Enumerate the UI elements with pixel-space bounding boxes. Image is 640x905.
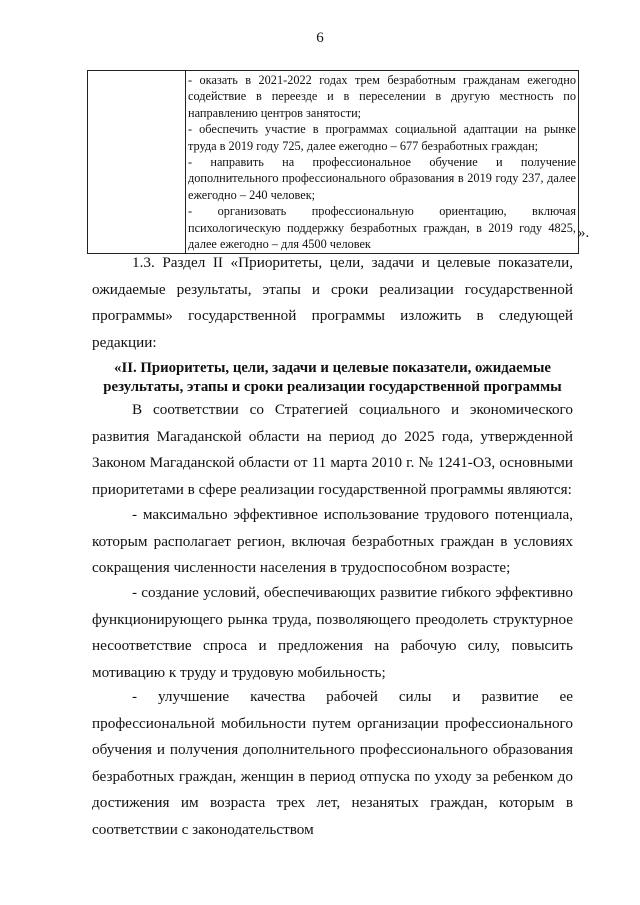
table-item: - оказать в 2021-2022 годах трем безработным гражданам ежегодно содействие в переезде и в переселении в другую местность по направлению центров занятости; xyxy=(188,73,576,120)
closing-quote: ». xyxy=(578,225,590,241)
priority-item-1 xyxy=(92,502,573,582)
priority-item-3 xyxy=(92,684,573,843)
table-text-cell xyxy=(186,71,579,254)
table-item: - направить на профессиональное обучение и получение дополнительного профессионального образования в 2019 году 237, далее ежегодно – 240 человек; xyxy=(188,155,576,202)
amendment-paragraph xyxy=(92,250,573,356)
priority-text-3: - улучшение качества рабочей силы и развитие ее профессиональной мобильности путем организации профессионального обучения и получения дополнительного профессионального образования безработных граждан, женщин в период отпуска по уходу за ребенком до достижения им возраста трех лет, незанятых граждан, которым в соответствии с законодательством xyxy=(92,688,573,838)
table-left-cell xyxy=(88,71,186,254)
intro-text: В соответствии со Стратегией социального и экономического развития Магаданской области на период до 2025 года, утвержденной Законом Магаданской области от 11 марта 2010 г. № 1241-ОЗ, основными приоритетами в сфере реализации государственной программы являются: xyxy=(92,401,573,498)
table-item: - организовать профессиональную ориентацию, включая психологическую поддержку безработных граждан, в 2019 году 4825, далее ежегодно – для 4500 человек xyxy=(188,204,576,252)
section-heading: «II. Приоритеты, цели, задачи и целевые показатели, ожидаемые результаты, этапы и сроки реализации государственной программы xyxy=(103,360,562,395)
measures-table xyxy=(87,70,579,254)
priority-text-1: - максимально эффективное использование трудового потенциала, которым располагает регион, включая безработных граждан в условиях сокращения численности населения в трудоспособном возрасте; xyxy=(92,506,573,576)
priority-text-2: - создание условий, обеспечивающих развитие гибкого эффективно функционирующего рынка труда, позволяющего преодолеть структурное несоответствие спроса и предложения на рабочую силу, повысить мотивацию к труду и трудовую мобильность; xyxy=(92,584,573,681)
amendment-text: 1.3. Раздел II «Приоритеты, цели, задачи и целевые показатели, ожидаемые результаты, этапы и сроки реализации государственной программы» государственной программы изложить в следующей редакции: xyxy=(92,254,573,351)
intro-paragraph xyxy=(92,397,573,503)
page-number: 6 xyxy=(316,30,324,46)
priority-item-2 xyxy=(92,580,573,686)
table-item: - обеспечить участие в программах социальной адаптации на рынке труда в 2019 году 725, далее ежегодно – 677 безработных граждан; xyxy=(188,122,576,153)
